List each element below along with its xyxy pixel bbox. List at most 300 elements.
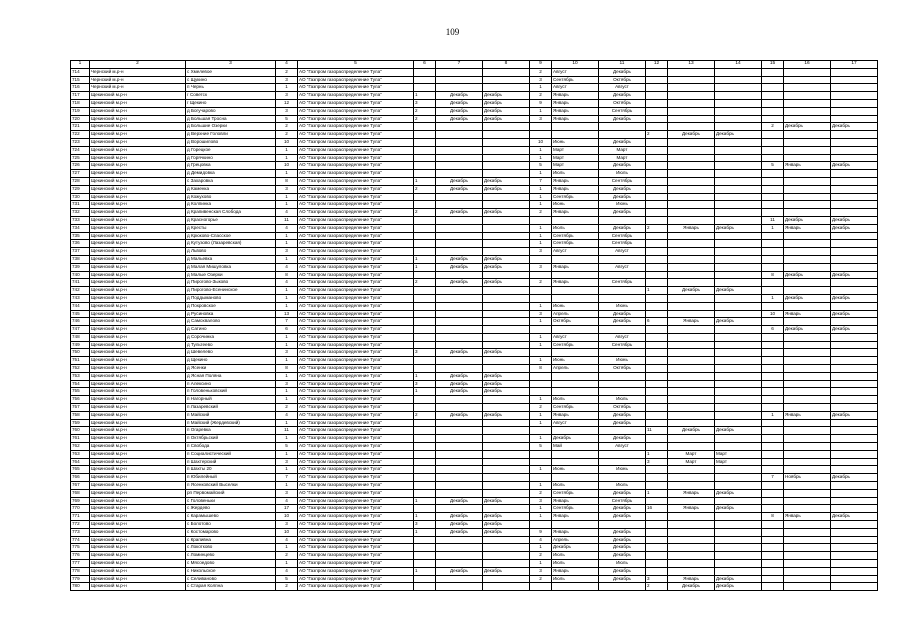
table-cell xyxy=(784,333,831,341)
table-cell xyxy=(715,138,762,146)
table-cell xyxy=(552,349,599,357)
table-cell: 1 xyxy=(530,154,552,162)
table-cell: АО "Газпром газораспределение Тула" xyxy=(298,92,414,100)
table-cell: д Самохвалово xyxy=(186,318,276,326)
table-cell: Декабрь xyxy=(831,294,878,302)
table-cell: Сентябрь xyxy=(599,107,646,115)
table-cell xyxy=(762,396,784,404)
table-cell xyxy=(831,177,878,185)
table-cell: Декабрь xyxy=(483,497,530,505)
table-cell xyxy=(784,115,831,123)
table-cell: Июль xyxy=(552,396,599,404)
table-cell xyxy=(715,567,762,575)
table-cell xyxy=(436,232,483,240)
table-cell: АО "Газпром газораспределение Тула" xyxy=(298,411,414,419)
table-cell: АО "Газпром газораспределение Тула" xyxy=(298,99,414,107)
table-cell: 1 xyxy=(276,255,298,263)
table-cell: с Болотово xyxy=(186,521,276,529)
table-cell: 1 xyxy=(276,544,298,552)
column-number: 1 xyxy=(71,61,90,69)
table-cell: Декабрь xyxy=(831,271,878,279)
table-cell: Декабрь xyxy=(483,99,530,107)
table-cell xyxy=(646,209,668,217)
table-cell: АО "Газпром газораспределение Тула" xyxy=(298,357,414,365)
table-row xyxy=(71,123,878,131)
table-cell: 3 xyxy=(646,458,668,466)
table-cell: 760 xyxy=(71,427,90,435)
table-cell: 768 xyxy=(71,489,90,497)
table-cell xyxy=(483,489,530,497)
table-cell: 1 xyxy=(276,146,298,154)
table-cell xyxy=(762,84,784,92)
table-cell: 8 xyxy=(276,177,298,185)
table-row xyxy=(71,575,878,583)
table-cell: Декабрь xyxy=(483,388,530,396)
table-cell xyxy=(646,357,668,365)
table-cell: Июль xyxy=(552,575,599,583)
table-cell: Август xyxy=(599,333,646,341)
table-cell: Декабрь xyxy=(599,528,646,536)
table-cell xyxy=(646,513,668,521)
table-cell: Январь xyxy=(552,279,599,287)
table-cell: АО "Газпром газораспределение Тула" xyxy=(298,185,414,193)
table-cell xyxy=(762,521,784,529)
table-cell xyxy=(599,255,646,263)
table-cell xyxy=(646,76,668,84)
table-cell: Декабрь xyxy=(715,575,762,583)
table-cell: 3 xyxy=(414,521,436,529)
table-cell: 3 xyxy=(414,349,436,357)
table-cell: 3 xyxy=(276,458,298,466)
table-cell: Декабрь xyxy=(599,209,646,217)
table-cell xyxy=(414,294,436,302)
table-cell: п Майский xyxy=(186,411,276,419)
table-cell: Январь xyxy=(784,162,831,170)
table-row xyxy=(71,458,878,466)
table-cell: 776 xyxy=(71,552,90,560)
table-cell: 1 xyxy=(530,411,552,419)
table-cell xyxy=(831,146,878,154)
table-cell xyxy=(762,427,784,435)
table-cell: Июль xyxy=(599,482,646,490)
table-cell xyxy=(646,271,668,279)
table-cell: 2 xyxy=(646,224,668,232)
table-cell: д Пирогово-Есенинское xyxy=(186,287,276,295)
table-cell xyxy=(552,123,599,131)
table-cell xyxy=(715,302,762,310)
table-cell: Щекинский м.р-н xyxy=(90,107,186,115)
table-row xyxy=(71,466,878,474)
table-cell: Сентябрь xyxy=(599,177,646,185)
table-cell: 732 xyxy=(71,209,90,217)
table-cell xyxy=(762,552,784,560)
table-cell xyxy=(483,326,530,334)
table-cell: 1 xyxy=(276,419,298,427)
table-cell xyxy=(831,443,878,451)
table-cell: Декабрь xyxy=(483,177,530,185)
table-cell xyxy=(762,279,784,287)
table-cell: Декабрь xyxy=(483,513,530,521)
table-cell xyxy=(414,341,436,349)
table-cell xyxy=(436,427,483,435)
table-row xyxy=(71,115,878,123)
table-cell: Декабрь xyxy=(483,209,530,217)
table-cell xyxy=(831,240,878,248)
table-cell: Щекинский м.р-н xyxy=(90,505,186,513)
table-row xyxy=(71,279,878,287)
table-cell: 5 xyxy=(276,115,298,123)
table-cell: Июль xyxy=(552,552,599,560)
table-cell xyxy=(762,450,784,458)
table-cell xyxy=(668,193,715,201)
table-cell: 730 xyxy=(71,193,90,201)
table-cell: п Ясенковский Выселки xyxy=(186,482,276,490)
table-cell: 1 xyxy=(414,177,436,185)
table-cell: п Лазаревский xyxy=(186,404,276,412)
table-cell: 2 xyxy=(530,489,552,497)
table-cell xyxy=(784,154,831,162)
table-cell xyxy=(831,388,878,396)
table-cell xyxy=(436,68,483,76)
table-cell xyxy=(414,404,436,412)
table-cell: 10 xyxy=(276,162,298,170)
table-cell xyxy=(436,302,483,310)
table-cell: 10 xyxy=(530,138,552,146)
table-cell xyxy=(715,513,762,521)
table-cell xyxy=(668,326,715,334)
table-cell: 4 xyxy=(276,497,298,505)
table-cell xyxy=(762,489,784,497)
table-cell xyxy=(483,419,530,427)
table-cell xyxy=(436,224,483,232)
table-cell xyxy=(715,177,762,185)
table-cell xyxy=(436,84,483,92)
table-row xyxy=(71,209,878,217)
table-cell: 1 xyxy=(276,302,298,310)
table-cell: АО "Газпром газораспределение Тула" xyxy=(298,294,414,302)
table-cell xyxy=(668,209,715,217)
table-cell: Чернский м.р-н xyxy=(90,84,186,92)
table-cell xyxy=(762,131,784,139)
table-cell: 1 xyxy=(530,84,552,92)
table-cell xyxy=(762,419,784,427)
table-cell xyxy=(784,84,831,92)
table-cell: АО "Газпром газораспределение Тула" xyxy=(298,310,414,318)
table-cell xyxy=(784,357,831,365)
table-cell: Июль xyxy=(599,396,646,404)
table-cell: Июль xyxy=(552,560,599,568)
table-cell xyxy=(646,380,668,388)
table-cell xyxy=(668,248,715,256)
table-cell: АО "Газпром газораспределение Тула" xyxy=(298,131,414,139)
table-cell: Декабрь xyxy=(715,131,762,139)
table-cell: 773 xyxy=(71,528,90,536)
table-cell xyxy=(784,583,831,591)
table-cell: АО "Газпром газораспределение Тула" xyxy=(298,255,414,263)
table-cell xyxy=(483,193,530,201)
table-cell xyxy=(530,287,552,295)
table-cell xyxy=(715,185,762,193)
table-cell: 717 xyxy=(71,92,90,100)
table-cell xyxy=(668,419,715,427)
table-cell: АО "Газпром газораспределение Тула" xyxy=(298,68,414,76)
table-cell xyxy=(762,567,784,575)
table-cell: д Горячкино xyxy=(186,154,276,162)
table-cell xyxy=(483,224,530,232)
table-cell: с Жердево xyxy=(186,505,276,513)
table-cell xyxy=(646,193,668,201)
table-cell: Август xyxy=(599,248,646,256)
table-cell xyxy=(715,349,762,357)
table-cell: Ноябрь xyxy=(784,474,831,482)
table-cell xyxy=(530,326,552,334)
table-cell xyxy=(784,318,831,326)
table-cell: Щекинский м.р-н xyxy=(90,489,186,497)
table-cell: Январь xyxy=(552,411,599,419)
table-cell xyxy=(646,497,668,505)
table-cell xyxy=(483,333,530,341)
table-cell xyxy=(646,107,668,115)
table-cell xyxy=(715,552,762,560)
table-cell xyxy=(646,185,668,193)
table-cell xyxy=(483,232,530,240)
table-cell xyxy=(831,505,878,513)
table-cell: Декабрь xyxy=(599,505,646,513)
table-cell: п Свобода xyxy=(186,443,276,451)
table-row xyxy=(71,154,878,162)
table-cell xyxy=(646,201,668,209)
table-cell: Декабрь xyxy=(436,528,483,536)
table-cell xyxy=(530,216,552,224)
table-cell xyxy=(483,474,530,482)
table-cell xyxy=(762,193,784,201)
table-cell: Щекинский м.р-н xyxy=(90,333,186,341)
table-cell: АО "Газпром газораспределение Тула" xyxy=(298,333,414,341)
table-cell: Январь xyxy=(552,209,599,217)
table-cell: Январь xyxy=(552,92,599,100)
table-cell xyxy=(831,170,878,178)
table-row xyxy=(71,240,878,248)
table-cell xyxy=(646,255,668,263)
table-cell: АО "Газпром газораспределение Тула" xyxy=(298,567,414,575)
table-cell: Январь xyxy=(552,177,599,185)
table-cell xyxy=(483,544,530,552)
table-cell: Июль xyxy=(552,482,599,490)
table-cell xyxy=(784,404,831,412)
table-cell: Август xyxy=(599,443,646,451)
table-cell xyxy=(483,560,530,568)
table-cell xyxy=(530,583,552,591)
table-cell xyxy=(668,146,715,154)
table-cell xyxy=(530,131,552,139)
table-cell: д Большие Озерки xyxy=(186,123,276,131)
table-cell xyxy=(552,271,599,279)
table-cell xyxy=(414,170,436,178)
table-cell: 725 xyxy=(71,154,90,162)
table-row xyxy=(71,435,878,443)
table-row xyxy=(71,326,878,334)
table-cell xyxy=(831,396,878,404)
table-cell: Декабрь xyxy=(483,263,530,271)
table-cell: Щекинский м.р-н xyxy=(90,458,186,466)
table-cell xyxy=(552,131,599,139)
table-cell: Декабрь xyxy=(436,92,483,100)
table-cell xyxy=(715,271,762,279)
table-cell: д Щекино xyxy=(186,357,276,365)
table-row xyxy=(71,372,878,380)
table-cell: 2 xyxy=(414,209,436,217)
table-cell xyxy=(831,544,878,552)
table-cell xyxy=(646,365,668,373)
table-cell xyxy=(784,443,831,451)
table-cell: 3 xyxy=(276,380,298,388)
table-cell xyxy=(784,388,831,396)
table-cell xyxy=(414,326,436,334)
table-cell: Декабрь xyxy=(436,99,483,107)
table-cell xyxy=(762,404,784,412)
table-cell xyxy=(762,68,784,76)
table-cell xyxy=(715,193,762,201)
table-cell xyxy=(646,279,668,287)
table-cell: Март xyxy=(552,162,599,170)
table-cell xyxy=(552,372,599,380)
table-cell xyxy=(784,435,831,443)
table-cell: Август xyxy=(552,333,599,341)
table-cell xyxy=(762,248,784,256)
table-cell: 736 xyxy=(71,240,90,248)
table-cell xyxy=(414,396,436,404)
table-cell: 6 xyxy=(276,326,298,334)
table-row xyxy=(71,497,878,505)
table-cell: 4 xyxy=(276,263,298,271)
table-cell xyxy=(530,255,552,263)
table-cell: 1 xyxy=(276,193,298,201)
table-cell: 2 xyxy=(646,131,668,139)
table-cell xyxy=(784,255,831,263)
table-cell: 740 xyxy=(71,271,90,279)
table-cell xyxy=(646,536,668,544)
table-cell: 3 xyxy=(530,310,552,318)
table-cell xyxy=(784,365,831,373)
table-cell xyxy=(483,427,530,435)
table-cell xyxy=(414,248,436,256)
table-cell xyxy=(831,528,878,536)
table-cell xyxy=(599,427,646,435)
table-cell xyxy=(668,201,715,209)
table-cell: Сентябрь xyxy=(552,240,599,248)
table-cell xyxy=(831,458,878,466)
table-cell xyxy=(436,170,483,178)
table-cell: АО "Газпром газораспределение Тула" xyxy=(298,365,414,373)
column-number: 5 xyxy=(298,61,414,69)
table-cell: АО "Газпром газораспределение Тула" xyxy=(298,271,414,279)
table-row xyxy=(71,482,878,490)
table-cell xyxy=(436,466,483,474)
table-cell xyxy=(436,419,483,427)
table-cell: 3 xyxy=(530,248,552,256)
table-cell xyxy=(668,536,715,544)
table-cell: АО "Газпром газораспределение Тула" xyxy=(298,201,414,209)
table-cell xyxy=(599,123,646,131)
table-cell: д Пирогово-Зыково xyxy=(186,279,276,287)
table-cell xyxy=(715,99,762,107)
table-cell: Щекинский м.р-н xyxy=(90,396,186,404)
table-cell xyxy=(784,396,831,404)
table-row xyxy=(71,474,878,482)
table-cell xyxy=(831,489,878,497)
table-cell xyxy=(668,123,715,131)
table-cell: АО "Газпром газораспределение Тула" xyxy=(298,396,414,404)
table-cell xyxy=(552,583,599,591)
table-cell: 1 xyxy=(276,84,298,92)
table-row xyxy=(71,131,878,139)
table-cell: 2 xyxy=(276,583,298,591)
table-cell xyxy=(530,450,552,458)
table-cell: Июнь xyxy=(552,138,599,146)
table-cell: 5 xyxy=(276,443,298,451)
table-cell: д Верхние Головли xyxy=(186,131,276,139)
table-cell: Щекинский м.р-н xyxy=(90,255,186,263)
table-row xyxy=(71,333,878,341)
table-cell: Сентябрь xyxy=(552,76,599,84)
table-cell xyxy=(646,154,668,162)
table-cell: Август xyxy=(552,248,599,256)
table-header-row xyxy=(71,61,878,69)
table-cell: АО "Газпром газораспределение Тула" xyxy=(298,536,414,544)
table-cell: Декабрь xyxy=(552,435,599,443)
table-cell xyxy=(483,84,530,92)
table-cell xyxy=(436,333,483,341)
table-cell: Щекинский м.р-н xyxy=(90,302,186,310)
table-cell: п Октябрьский xyxy=(186,435,276,443)
table-cell: 7 xyxy=(276,318,298,326)
table-row xyxy=(71,185,878,193)
table-cell xyxy=(414,76,436,84)
column-number: 7 xyxy=(436,61,483,69)
table-cell: Декабрь xyxy=(599,115,646,123)
table-cell xyxy=(414,450,436,458)
table-cell: Октябрь xyxy=(552,318,599,326)
table-row xyxy=(71,99,878,107)
table-cell: Декабрь xyxy=(784,216,831,224)
table-cell xyxy=(762,349,784,357)
table-cell xyxy=(483,450,530,458)
table-cell xyxy=(715,326,762,334)
table-cell: Май xyxy=(552,443,599,451)
table-row xyxy=(71,380,878,388)
table-cell xyxy=(831,92,878,100)
table-cell: Декабрь xyxy=(599,489,646,497)
table-cell xyxy=(668,349,715,357)
table-cell: 749 xyxy=(71,341,90,349)
table-cell xyxy=(436,474,483,482)
table-cell xyxy=(784,185,831,193)
table-cell: 2 xyxy=(530,68,552,76)
table-cell: Январь xyxy=(552,185,599,193)
table-cell: 4 xyxy=(276,567,298,575)
table-cell xyxy=(414,474,436,482)
table-cell: Сентябрь xyxy=(552,404,599,412)
table-cell xyxy=(784,68,831,76)
table-cell: 7 xyxy=(762,474,784,482)
table-cell: 3 xyxy=(276,92,298,100)
table-cell: Декабрь xyxy=(599,552,646,560)
table-cell: 2 xyxy=(276,552,298,560)
table-cell: 1 xyxy=(646,287,668,295)
table-cell xyxy=(668,552,715,560)
table-cell xyxy=(483,575,530,583)
table-cell: Декабрь xyxy=(483,115,530,123)
